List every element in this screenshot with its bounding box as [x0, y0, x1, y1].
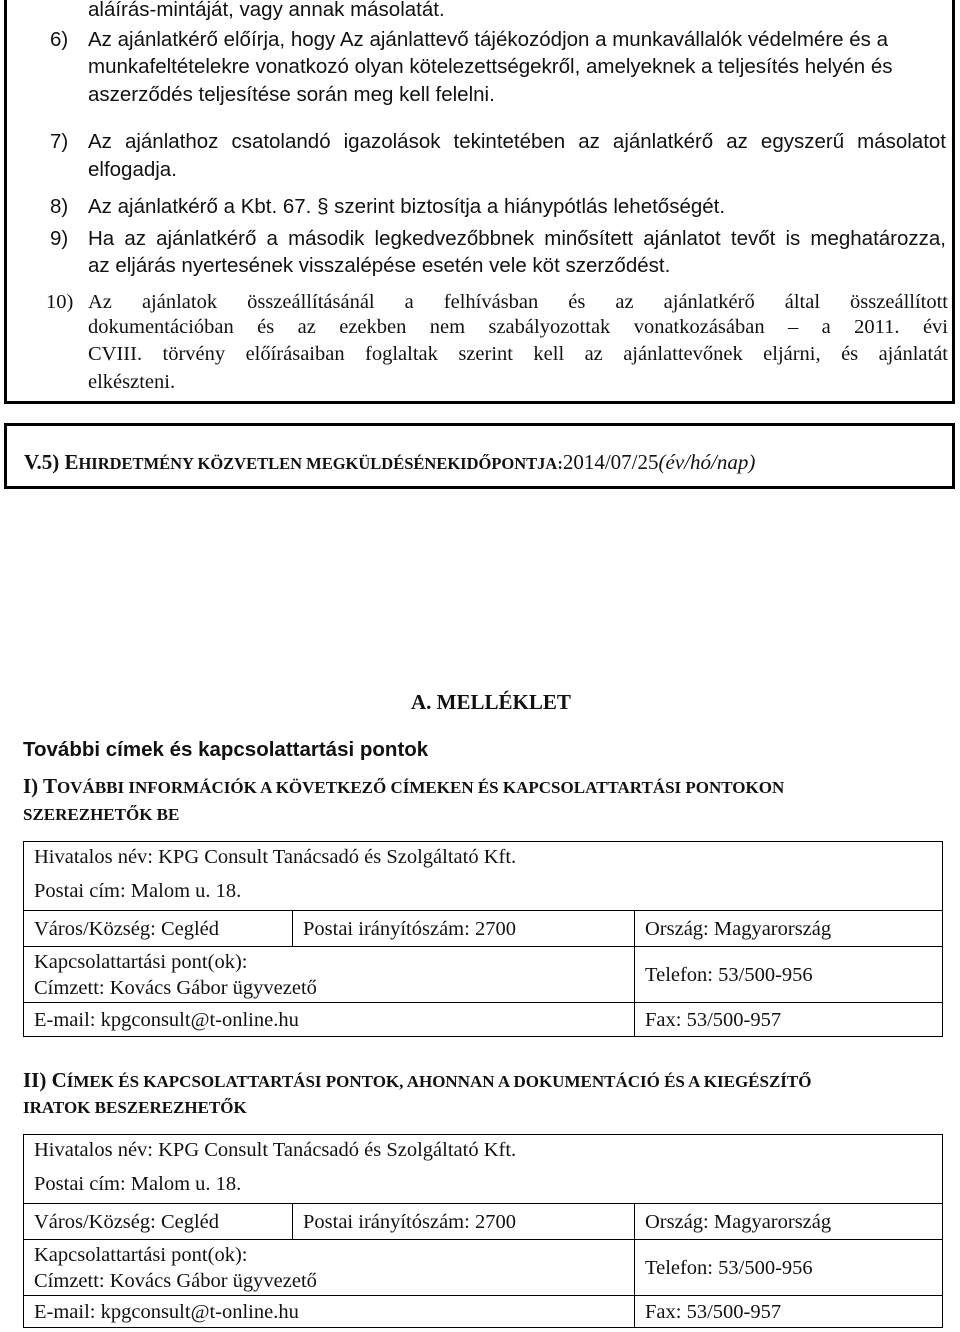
dispatch-title: HIRDETMÉNY KÖZVETLEN MEGKÜLDÉSÉNEKIDŐPONTJA:	[78, 454, 563, 473]
fax: Fax: 53/500-957	[634, 1003, 781, 1036]
postal-address: Postai cím: Malom u. 18.	[34, 880, 242, 902]
dispatch-date-format: (év/hó/nap)	[658, 450, 756, 474]
continued-line: aláírás-mintáját, vagy annak másolatát.	[88, 0, 445, 21]
item-6-line-3: aszerződés teljesítése során meg kell felelni.	[88, 83, 495, 106]
item-7-number: 7)	[50, 130, 69, 153]
item-6-line-1-text: Az ajánlattevő tájékozódjon a munkavállalók védelmére és a	[339, 28, 888, 51]
postcode: Postai irányítószám: 2700	[292, 911, 516, 946]
postal-address: Postai cím: Malom u. 18.	[34, 1173, 242, 1195]
table-row	[24, 946, 942, 1002]
email: E-mail: kpgconsult@t-online.hu	[34, 1009, 299, 1031]
table-row	[24, 842, 942, 872]
city: Város/Község: Cegléd	[34, 918, 220, 940]
item-8-text: Az ajánlatkérő a Kbt. 67.	[88, 195, 312, 218]
table-row	[24, 1165, 942, 1203]
item-10-line-2: dokumentációban és az ezekben nem szabályozottak vonatkozásában – a 2011. évi	[88, 316, 948, 338]
country: Ország: Magyarország	[634, 1204, 831, 1239]
section-2-roman: II) C	[23, 1068, 67, 1092]
country: Ország: Magyarország	[634, 911, 831, 946]
item-7-line-2: elfogadja.	[88, 158, 177, 181]
table-row	[24, 910, 942, 946]
phone: Telefon: 53/500-956	[634, 947, 813, 1002]
fax: Fax: 53/500-957	[634, 1296, 781, 1327]
section-1-address-table	[23, 841, 943, 1037]
dispatch-date-line	[24, 448, 755, 478]
table-row	[24, 1203, 942, 1239]
annex-subtitle: További címek és kapcsolattartási pontok	[23, 738, 429, 761]
section-2-address-table	[23, 1134, 943, 1328]
contact-cell	[24, 947, 317, 1002]
item-9-line-1: Ha az ajánlatkérő a második legkedvezőbbnek minősített ajánlatot tevőt is meghatározza,	[88, 227, 946, 250]
dispatch-prefix: V.5) E	[24, 450, 79, 474]
table-row	[24, 1002, 942, 1036]
postcode: Postai irányítószám: 2700	[292, 1204, 516, 1239]
dispatch-date: 2014/07/25	[562, 450, 659, 474]
section-2-title-line-1	[23, 1066, 812, 1096]
contact-label: Kapcsolattartási pont(ok):	[34, 951, 248, 973]
contact-attention: Címzett: Kovács Gábor ügyvezető	[34, 977, 317, 999]
item-6-line-2: munkafeltételekre vonatkozó olyan kötelezettségekről, amelyeknek a teljesítés helyén és	[88, 55, 893, 78]
section-1-title-line-2: SZEREZHETŐK BE	[23, 805, 180, 824]
item-9-line-2: az eljárás nyertesének visszalépése esetén vele köt szerződést.	[88, 254, 671, 277]
phone: Telefon: 53/500-956	[634, 1240, 813, 1295]
item-10-line-4: elkészteni.	[88, 371, 176, 393]
table-row	[24, 872, 942, 910]
item-8-number: 8)	[50, 195, 69, 218]
contact-cell	[24, 1240, 317, 1295]
section-1-title-text: OVÁBBI INFORMÁCIÓK A KÖVETKEZŐ CÍMEKEN ÉS KAPCSOLATTARTÁSI PONTOKON	[57, 778, 785, 797]
table-row	[24, 1135, 942, 1165]
item-6-lead: Az ajánlatkérő előírja, hogy	[88, 28, 336, 51]
section-1-roman: I) T	[23, 774, 58, 798]
item-10-number: 10)	[46, 291, 74, 313]
official-name: Hivatalos név: KPG Consult Tanácsadó és Szolgáltató Kft.	[34, 1139, 517, 1161]
city: Város/Község: Cegléd	[34, 1211, 220, 1233]
item-8-line	[88, 193, 725, 221]
section-2-title-line-2: IRATOK BESZEREZHETŐK	[23, 1098, 247, 1117]
email: E-mail: kpgconsult@t-online.hu	[34, 1301, 299, 1323]
item-7-line-1: Az ajánlathoz csatolandó igazolások tekintetében az ajánlatkérő az egyszerű másolatot	[88, 130, 946, 153]
contact-attention: Címzett: Kovács Gábor ügyvezető	[34, 1270, 317, 1292]
item-6-number: 6)	[50, 28, 69, 51]
official-name: Hivatalos név: KPG Consult Tanácsadó és Szolgáltató Kft.	[34, 846, 517, 868]
section-1-title-line-1	[23, 772, 784, 802]
section-2-title-text: ÍMEK ÉS KAPCSOLATTARTÁSI PONTOK, AHONNAN A DOKUMENTÁCIÓ ÉS A KIEGÉSZÍTŐ	[66, 1072, 812, 1091]
annex-title: A. MELLÉKLET	[411, 690, 571, 714]
item-9-number: 9)	[50, 227, 69, 250]
item-10-line-1: Az ajánlatok összeállításánál a felhívásban és az ajánlatkérő által összeállított	[88, 291, 948, 313]
item-10-line-3: CVIII. törvény előírásaiban foglaltak szerint kell az ajánlattevőnek eljárni, és ajánlatát	[88, 343, 948, 365]
contact-label: Kapcsolattartási pont(ok):	[34, 1244, 248, 1266]
section-sign: §	[317, 195, 329, 218]
table-row	[24, 1295, 942, 1327]
table-row	[24, 1239, 942, 1295]
item-8-rest: szerint biztosítja a hiánypótlás lehetőségét.	[334, 195, 726, 218]
item-6-line-1	[88, 26, 888, 54]
